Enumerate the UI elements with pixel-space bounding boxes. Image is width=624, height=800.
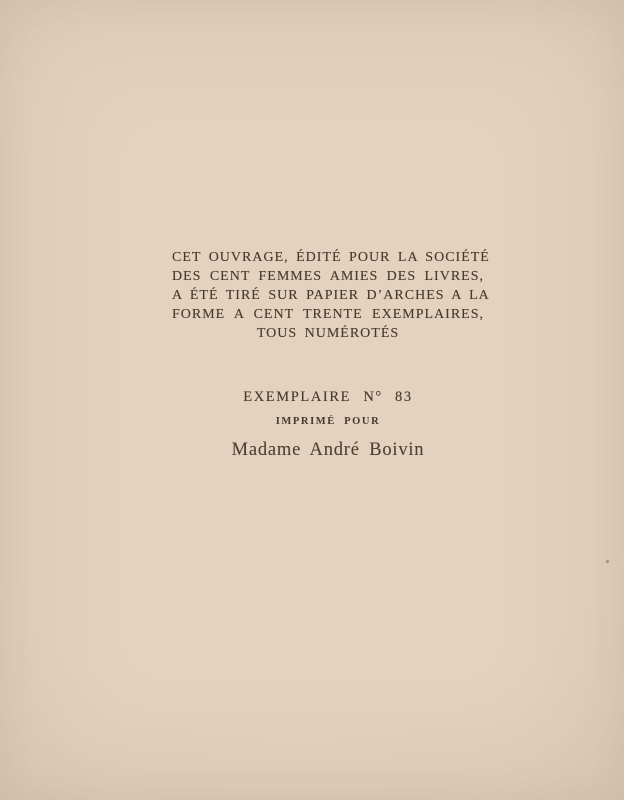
colophon-paragraph: [172, 248, 490, 343]
colophon-line-2: DES CENT FEMMES AMIES DES LIVRES,: [172, 269, 484, 284]
printed-for-label: IMPRIMÉ POUR: [275, 416, 381, 427]
owner-name: Madame André Boivin: [231, 440, 425, 460]
paper-speck: [606, 560, 609, 563]
colophon-line-4: FORME A CENT TRENTE EXEMPLAIRES,: [172, 307, 484, 322]
colophon-line-3: A ÉTÉ TIRÉ SUR PAPIER D’ARCHES A LA: [172, 288, 490, 303]
colophon-line-5: TOUS NUMÉROTÉS: [256, 326, 400, 341]
colophon-line-1: CET OUVRAGE, ÉDITÉ POUR LA SOCIÉTÉ: [172, 250, 490, 265]
copy-number-line: EXEMPLAIRE N° 83: [243, 389, 413, 405]
